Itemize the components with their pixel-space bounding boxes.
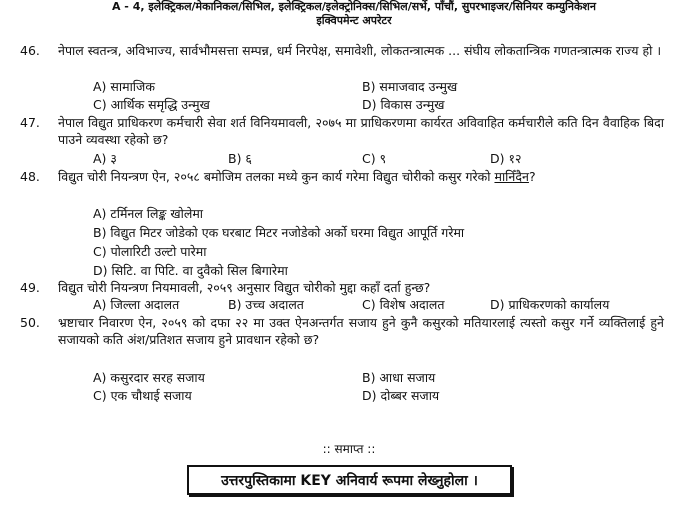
option-b: B) आधा सजाय <box>362 370 436 385</box>
question-49 <box>20 279 664 296</box>
question-48 <box>20 168 664 185</box>
underlined-word: मानिँदैन <box>494 169 529 184</box>
question-mark: ? <box>528 169 536 184</box>
key-notice-box <box>187 465 512 495</box>
header-line-1: A - 4, इलेक्ट्रिकल/मेकानिकल/सिभिल, इलेक्ट्रिकल/इलेक्ट्रोनिक्स/सिभिल/सर्भे, पाँचौं, सुपरभाइजर/सिनियर कम्युनिकेशन <box>111 0 597 13</box>
question-text: विद्युत चोरी नियन्त्रण नियमावली, २०५९ अनुसार विद्युत चोरीको मुद्दा कहाँ दर्ता हुन्छ? <box>58 280 431 295</box>
option-b: B) उच्च अदालत <box>228 297 304 312</box>
question-number: 46. <box>20 43 40 58</box>
end-marker: :: समाप्त :: <box>322 442 376 456</box>
option-d: D) सिटि. वा पिटि. वा दुवैको सिल बिगारेमा <box>93 263 288 278</box>
option-c: C) एक चौथाई सजाय <box>93 388 192 403</box>
option-a: A) जिल्ला अदालत <box>93 297 180 312</box>
option-a: A) ३ <box>93 151 117 166</box>
option-a: A) कसुरदार सरह सजाय <box>93 370 205 385</box>
option-d: D) विकास उन्मुख <box>362 97 445 112</box>
option-d: D) १२ <box>490 151 522 166</box>
question-text <box>58 168 664 185</box>
option-b: B) विद्युत मिटर जोडेको एक घरबाट मिटर नजोडेको अर्को घरमा विद्युत आपूर्ति गरेमा <box>93 225 465 240</box>
option-c: C) आर्थिक समृद्धि उन्मुख <box>93 97 210 112</box>
key-notice-text: उत्तरपुस्तिकामा KEY अनिवार्य रूपमा लेख्नुहोला । <box>221 472 478 489</box>
question-number: 48. <box>20 169 40 184</box>
option-b: B) समाजवाद उन्मुख <box>362 79 458 94</box>
option-c: C) पोलारिटी उल्टो पारेमा <box>93 244 207 259</box>
option-d: D) प्राधिकरणको कार्यालय <box>490 297 610 312</box>
option-a: A) सामाजिक <box>93 79 155 94</box>
page-header <box>40 0 668 28</box>
header-line-2: इक्विपमेन्ट अपरेटर <box>316 14 392 27</box>
question-50 <box>20 314 664 348</box>
question-number: 47. <box>20 115 40 130</box>
option-a: A) टर्मिनल लिङ्क खोलेमा <box>93 206 204 221</box>
question-47 <box>20 114 664 148</box>
option-b: B) ६ <box>228 151 252 166</box>
option-c: C) ९ <box>362 151 387 166</box>
question-46 <box>20 42 664 59</box>
option-c: C) विशेष अदालत <box>362 297 445 312</box>
question-number: 50. <box>20 315 40 330</box>
question-text-part: विद्युत चोरी नियन्त्रण ऐन, २०५८ बमोजिम तलका मध्ये कुन कार्य गरेमा विद्युत चोरीको कसुर गरेको <box>58 169 491 184</box>
question-text: भ्रष्टाचार निवारण ऐन, २०५९ को दफा २२ मा उक्त ऐनअन्तर्गत सजाय हुने कुनै कसुरको मतियारलाई त्यस्तो कसुर गर्ने व्यक्तिलाई हुने सजायको कति अंश/प्रतिशत सजाय हुने प्रावधान रहेको छ? <box>58 315 664 347</box>
question-number: 49. <box>20 280 40 295</box>
option-d: D) दोब्बर सजाय <box>362 388 440 403</box>
question-text: नेपाल विद्युत प्राधिकरण कर्मचारी सेवा शर्त विनियमावली, २०७५ मा प्राधिकरणमा कार्यरत अविवाहित कर्मचारीले कति दिन वैवाहिक बिदा पाउने व्यवस्था रहेको छ? <box>58 115 664 147</box>
question-text: नेपाल स्वतन्त्र, अविभाज्य, सार्वभौमसत्ता सम्पन्न, धर्म निरपेक्ष, समावेशी, लोकतन्त्रात्मक ... संघीय लोकतान्त्रिक गणतन्त्रात्मक राज्य हो । <box>58 43 662 58</box>
